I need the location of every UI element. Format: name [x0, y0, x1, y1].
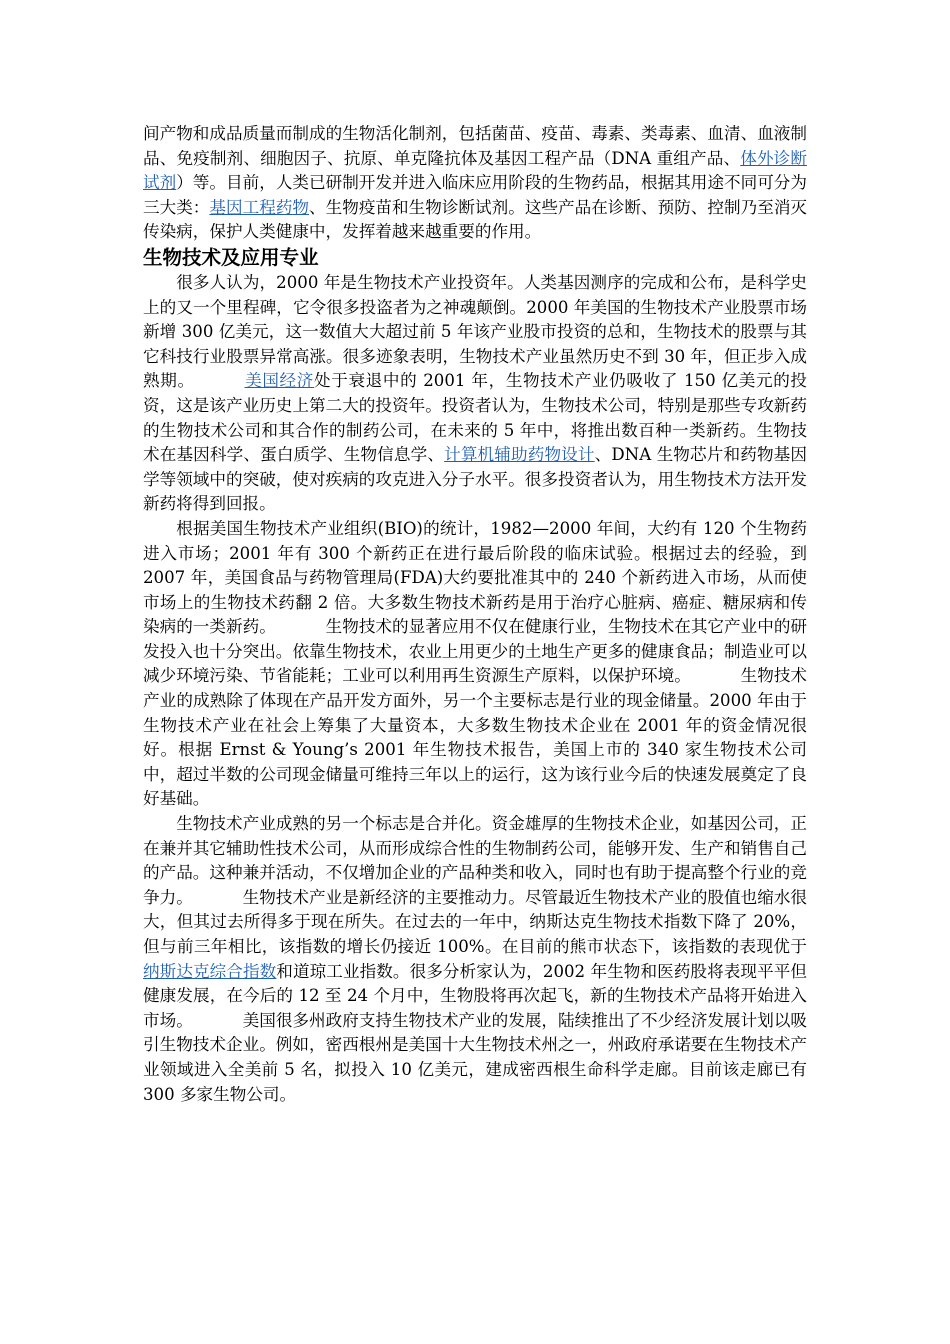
- link-genetic-engineering-drugs[interactable]: 基因工程药物: [209, 197, 310, 217]
- text-segment: 生物技术产业是新经济的主要推动力。尽管最近生物技术产业的股值也缩水很大，但其过去所得多于现在所失。在过去的一年中，纳斯达克生物技术指数下降了 20%，但与前三年相比，该指数的增长仍接近 100%。在目前的熊市状态下，该指数的表现优于: [143, 887, 808, 956]
- paragraph-mergers: [143, 812, 807, 1107]
- section-heading: 生物技术及应用专业: [143, 245, 319, 269]
- text-segment: 生物技术产业的成熟除了体现在产品开发方面外，另一个主要标志是行业的现金储量。2000 年由于生物技术产业在社会上筹集了大量资本，大多数生物技术企业在 2001 年的资金情况很好。根据 Ernst & Young’s 2001 年生物技术报告，美国上市的 340 家生物技术公司中，超过半数的公司现金储量可维持三年以上的运行，这为该行业今后的快速发展奠定了良好基础。: [143, 666, 808, 809]
- text-segment: ）等。目前，人类已研制开发并进入临床应用阶段的生物药品，根据其用途不同可分为三大类：: [143, 173, 808, 217]
- link-us-economy[interactable]: 美国经济: [244, 371, 314, 391]
- text-segment: 很多人认为，2000 年是生物技术产业投资年。人类基因测序的完成和公布，是科学史上的又一个里程碑，它令很多投盗者为之神魂颠倒。2000 年美国的生物技术产业股票市场新增 300 亿美元，这一数值大大超过前 5 年该产业股市投资的总和，生物技术的股票与其它科技行业股票异常高涨。很多迹象表明，生物技术产业虽然历史不到 30 年，但正步入成熟期。: [143, 272, 807, 391]
- text-segment: 、DNA 生物芯片和药物基因学等领域中的突破，使对疾病的攻克进入分子水平。很多投资者认为，用生物技术方法开发新药将得到回报。: [143, 445, 807, 514]
- text-segment: 处于衰退中的 2001 年，生物技术产业仍吸收了 150 亿美元的投资，这是该产业历史上第二大的投资年。投资者认为，生物技术公司，特别是那些专攻新药的生物技术公司和其合作的制药公司，在未来的 5 年中，将推出数百种一类新药。生物技术在基因科学、蛋白质学、生物信息学、: [143, 371, 808, 465]
- link-computer-aided-drug-design[interactable]: 计算机辅助药物设计: [444, 445, 595, 465]
- document-page: [143, 122, 807, 1107]
- paragraph-biologics: [143, 122, 807, 245]
- text-segment: 根据美国生物技术产业组织(BIO)的统计，1982—2000 年间，大约有 120 个生物药进入市场；2001 年有 300 个新药正在进行最后阶段的临床试验。根据过去的经验，到 2007 年，美国食品与药物管理局(FDA)大约要批准其中的 240 个新药进入市场，从而使市场上的生物技术药翻 2 倍。大多数生物技术新药是用于治疗心脏病、癌症、糖尿病和传染病的一类新药。: [143, 518, 807, 637]
- paragraph-bio-statistics: [143, 517, 807, 812]
- text-segment: 美国很多州政府支持生物技术产业的发展，陆续推出了不少经济发展计划以吸引生物技术企业。例如，密西根州是美国十大生物技术州之一，州政府承诺要在生物技术产业领域进入全美前 5 名，拟投入 10 亿美元，建成密西根生命科学走廊。目前该走廊已有 300 多家生物公司。: [143, 1010, 808, 1104]
- text-segment: 生物技术的显著应用不仅在健康行业，生物技术在其它产业中的研发投入也十分突出。依靠生物技术，农业上用更少的土地生产更多的健康食品；制造业可以减少环境污染、节省能耗；工业可以利用再生资源生产原料，以保护环境。: [143, 617, 808, 686]
- text-segment: 、生物疫苗和生物诊断试剂。这些产品在诊断、预防、控制乃至消灭传染病，保护人类健康中，发挥着越来越重要的作用。: [143, 197, 808, 242]
- text-segment: 和道琼工业指数。很多分析家认为，2002 年生物和医药股将表现平平但健康发展，在今后的 12 至 24 个月中，生物股将再次起飞，新的生物技术产品将开始进入市场。: [143, 961, 807, 1030]
- link-in-vitro-diagnostics[interactable]: 体外诊断试剂: [143, 148, 807, 193]
- text-segment: 间产物和成品质量而制成的生物活化制剂，包括菌苗、疫苗、毒素、类毒素、血清、血液制品、免疫制剂、细胞因子、抗原、单克隆抗体及基因工程产品（DNA 重组产品、: [143, 124, 807, 168]
- paragraph-investment-year: [143, 271, 807, 517]
- text-segment: 生物技术产业成熟的另一个标志是合并化。资金雄厚的生物技术企业，如基因公司，正在兼并其它辅助性技术公司，从而形成综合性的生物制药公司，能够开发、生产和销售自己的产品。这种兼并活动，不仅增加企业的产品种类和收入，同时也有助于提高整个行业的竞争力。: [143, 814, 807, 907]
- link-nasdaq-composite[interactable]: 纳斯达克综合指数: [143, 961, 277, 981]
